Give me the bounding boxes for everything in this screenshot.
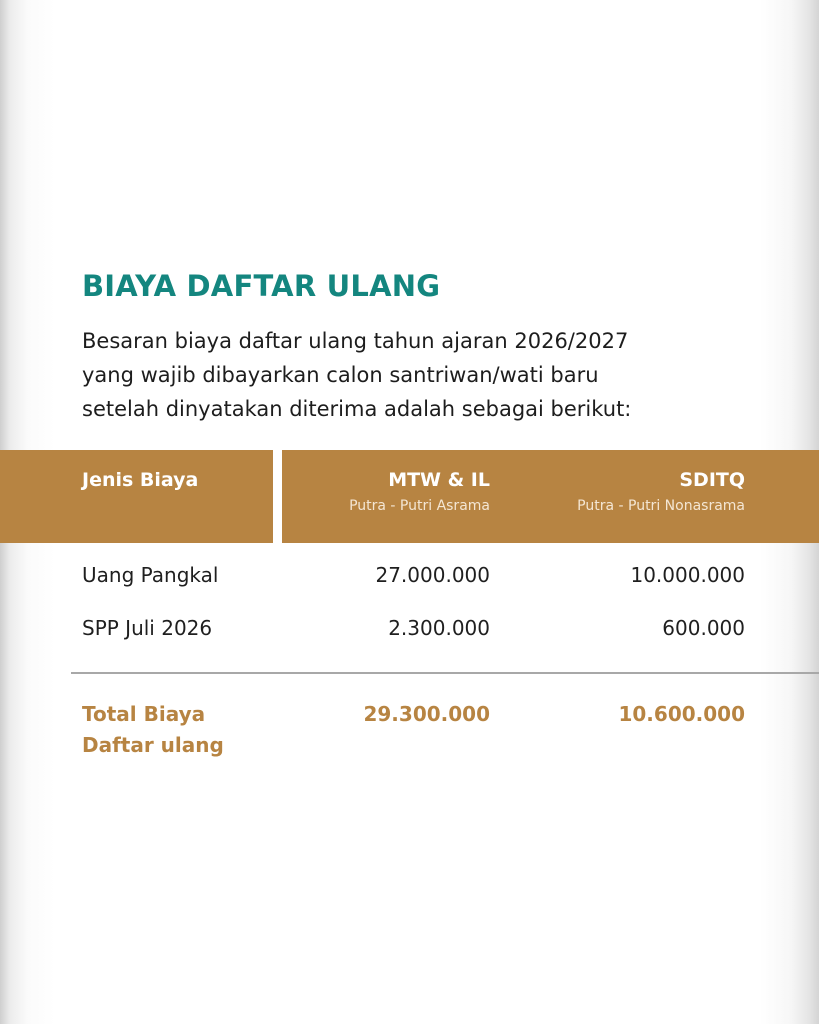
row-uang-pangkal-mtw: 27.000.000 <box>375 563 490 587</box>
total-mtw: 29.300.000 <box>363 702 490 726</box>
header-col-mtw-il: MTW & IL <box>388 469 490 491</box>
row-spp-sditq: 600.000 <box>662 616 745 640</box>
header-jenis-biaya: Jenis Biaya <box>82 469 199 491</box>
intro-line: setelah dinyatakan diterima adalah sebagai berikut: <box>82 397 632 421</box>
row-uang-pangkal-label: Uang Pangkal <box>82 563 219 587</box>
table-header-right-band <box>282 450 819 543</box>
intro-paragraph <box>82 324 762 426</box>
total-label <box>82 699 282 761</box>
intro-line: yang wajib dibayarkan calon santriwan/wati baru <box>82 363 599 387</box>
table-header-left-band <box>0 450 273 543</box>
row-spp-label: SPP Juli 2026 <box>82 616 213 640</box>
row-spp-mtw: 2.300.000 <box>388 616 490 640</box>
total-divider <box>71 672 819 674</box>
section-title: BIAYA DAFTAR ULANG <box>82 269 441 303</box>
intro-line: Besaran biaya daftar ulang tahun ajaran 2026/2027 <box>82 329 629 353</box>
header-col-mtw-il-sub: Putra - Putri Asrama <box>349 498 490 514</box>
total-label-line: Daftar ulang <box>82 733 224 757</box>
row-uang-pangkal-sditq: 10.000.000 <box>630 563 745 587</box>
total-sditq: 10.600.000 <box>618 702 745 726</box>
header-col-sditq: SDITQ <box>679 469 745 491</box>
header-col-sditq-sub: Putra - Putri Nonasrama <box>577 498 745 514</box>
total-label-line: Total Biaya <box>82 702 206 726</box>
